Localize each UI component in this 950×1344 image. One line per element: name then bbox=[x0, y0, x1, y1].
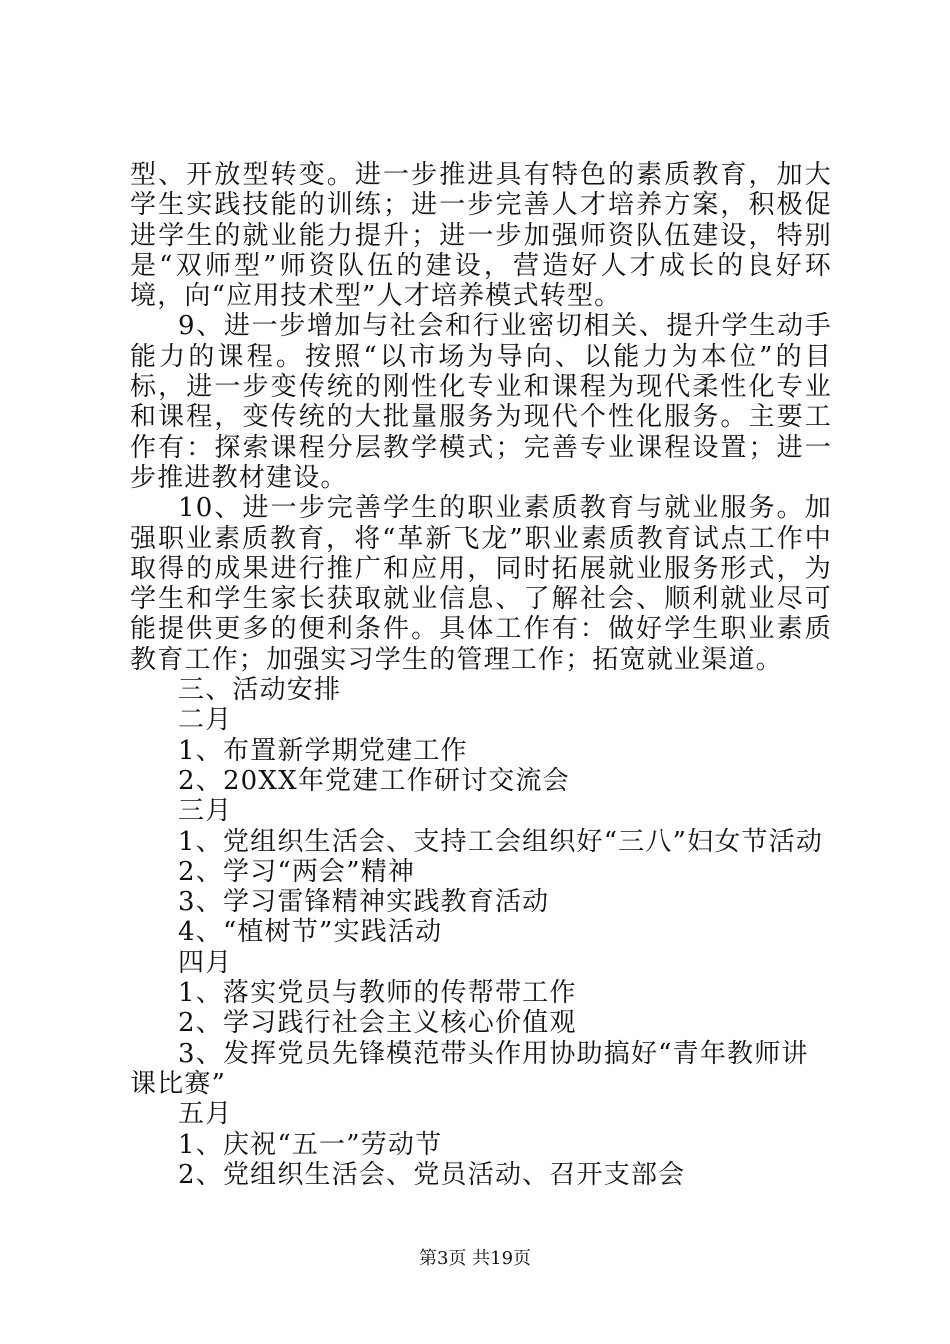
document-body bbox=[130, 160, 832, 1190]
list-item: 1、布置新学期党建工作 bbox=[178, 735, 468, 766]
list-item: 3、发挥党员先锋模范带头作用协助搞好“青年教师讲课比赛” bbox=[130, 1038, 809, 1099]
list-item: 2、学习“两会”精神 bbox=[178, 856, 416, 887]
list-item: 1、庆祝“五一”劳动节 bbox=[178, 1129, 443, 1160]
list-item: 2、学习践行社会主义核心价值观 bbox=[178, 1008, 577, 1039]
month-heading-april: 四月 bbox=[178, 947, 233, 978]
list-item: 4、“植树节”实践活动 bbox=[178, 917, 443, 948]
section-heading: 三、活动安排 bbox=[178, 675, 342, 706]
list-item: 2、20XX年党建工作研讨交流会 bbox=[178, 765, 570, 796]
paragraph-item-10: 10、进一步完善学生的职业素质教育与就业服务。加强职业素质教育，将“革新飞龙”职业素质教育试点工作中取得的成果进行推广和应用，同时拓展就业服务形式，为学生和学生家长获取就业信息、了解社会、顺利就业尽可能提供更多的便利条件。具体工作有：做好学生职业素质教育工作；加强实习学生的管理工作；拓宽就业渠道。 bbox=[130, 493, 832, 675]
page-number-footer: 第3页 共19页 bbox=[418, 1248, 532, 1269]
month-heading-march: 三月 bbox=[178, 796, 233, 827]
list-item: 3、学习雷锋精神实践教育活动 bbox=[178, 887, 550, 918]
month-heading-may: 五月 bbox=[178, 1099, 233, 1130]
list-item: 2、党组织生活会、党员活动、召开支部会 bbox=[178, 1159, 686, 1190]
paragraph-continuation: 型、开放型转变。进一步推进具有特色的素质教育，加大学生实践技能的训练；进一步完善人才培养方案，积极促进学生的就业能力提升；进一步加强师资队伍建设，特别是“双师型”师资队伍的建设，营造好人才成长的良好环境，向“应用技术型”人才培养模式转型。 bbox=[130, 160, 832, 312]
paragraph-item-9: 9、进一步增加与社会和行业密切相关、提升学生动手能力的课程。按照“以市场为导向、以能力为本位”的目标，进一步变传统的刚性化专业和课程为现代柔性化专业和课程，变传统的大批量服务为现代个性化服务。主要工作有：探索课程分层教学模式；完善专业课程设置；进一步推进教材建设。 bbox=[130, 311, 832, 493]
list-item: 1、落实党员与教师的传帮带工作 bbox=[178, 978, 577, 1009]
list-item: 1、党组织生活会、支持工会组织好“三八”妇女节活动 bbox=[178, 826, 824, 857]
month-heading-february: 二月 bbox=[178, 705, 233, 736]
